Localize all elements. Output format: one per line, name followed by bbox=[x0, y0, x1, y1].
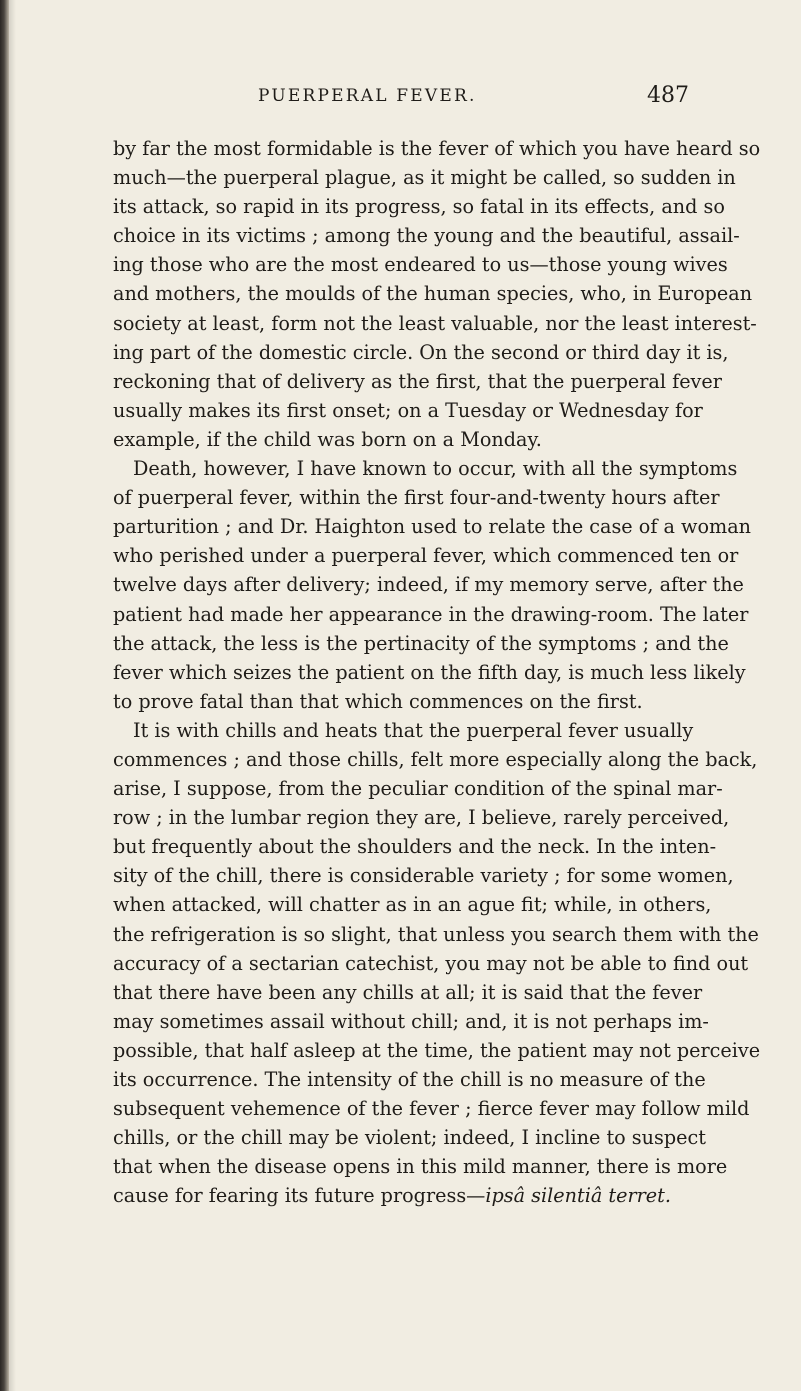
text-line: ing those who are the most endeared to us—those young wives bbox=[113, 253, 728, 277]
running-head bbox=[0, 83, 801, 114]
text-line: fever which seizes the patient on the fifth day, is much less likely bbox=[113, 660, 746, 684]
text-line: and mothers, the moulds of the human species, who, in European bbox=[113, 282, 753, 306]
text-line: possible, that half asleep at the time, the patient may not perceive bbox=[113, 1038, 761, 1062]
text-line: commences ; and those chills, felt more especially along the back, bbox=[113, 747, 758, 771]
running-title: PUERPERAL FEVER. bbox=[258, 86, 477, 106]
text-line: sity of the chill, there is considerable variety ; for some women, bbox=[113, 864, 734, 888]
text-line: much—the puerperal plague, as it might be called, so sudden in bbox=[113, 166, 736, 190]
paragraph-3 bbox=[113, 716, 761, 1211]
text-line: its occurrence. The intensity of the chill is no measure of the bbox=[113, 1068, 706, 1091]
text-line: reckoning that of delivery as the first, that the puerperal fever bbox=[113, 369, 722, 393]
text-line: patient had made her appearance in the drawing-room. The later bbox=[113, 602, 749, 626]
text-line: its attack, so rapid in its progress, so fatal in its effects, and so bbox=[113, 195, 725, 219]
paragraph-2 bbox=[113, 454, 752, 716]
text-line: ing part of the domestic circle. On the second or third day it is, bbox=[113, 340, 729, 364]
paragraph-1 bbox=[113, 134, 761, 454]
text-line: who perished under a puerperal fever, which commenced ten or bbox=[113, 544, 739, 568]
text-line: the refrigeration is so slight, that unless you search them with the bbox=[113, 922, 759, 946]
text-line: usually makes its first onset; on a Tuesday or Wednesday for bbox=[113, 398, 703, 422]
text-line: of puerperal fever, within the first four-and-twenty hours after bbox=[113, 486, 720, 510]
text-line: when attacked, will chatter as in an ague fit; while, in others, bbox=[113, 893, 712, 917]
text-line: accuracy of a sectarian catechist, you may not be able to find out bbox=[113, 951, 749, 975]
page-number: 487 bbox=[647, 83, 689, 108]
text-line: that there have been any chills at all; it is said that the fever bbox=[113, 980, 703, 1004]
text-line: arise, I suppose, from the peculiar condition of the spinal mar- bbox=[113, 777, 723, 801]
body-text bbox=[113, 134, 761, 1210]
text-line: that when the disease opens in this mild manner, there is more bbox=[113, 1155, 728, 1179]
final-text-line bbox=[113, 1181, 690, 1210]
latin-phrase: ipsâ silentiâ terret. bbox=[485, 1184, 671, 1208]
text-line: by far the most formidable is the fever of which you have heard so bbox=[113, 137, 761, 160]
text-line: choice in its victims ; among the young and the beautiful, assail- bbox=[113, 224, 740, 248]
text-line: the attack, the less is the pertinacity of the symptoms ; and the bbox=[113, 631, 729, 655]
text-line: parturition ; and Dr. Haighton used to relate the case of a woman bbox=[113, 515, 752, 539]
text-line: society at least, form not the least valuable, nor the least interest- bbox=[113, 311, 757, 335]
text-line: may sometimes assail without chill; and, it is not perhaps im- bbox=[113, 1009, 709, 1033]
text-line: subsequent vehemence of the fever ; fierce fever may follow mild bbox=[113, 1097, 750, 1121]
text-line: row ; in the lumbar region they are, I believe, rarely perceived, bbox=[113, 806, 730, 830]
text-line: but frequently about the shoulders and the neck. In the inten- bbox=[113, 835, 717, 859]
text-line: It is with chills and heats that the puerperal fever usually bbox=[133, 718, 694, 742]
text-line: example, if the child was born on a Monday. bbox=[113, 427, 542, 451]
text-line: to prove fatal than that which commences on the first. bbox=[113, 689, 643, 713]
text-line: twelve days after delivery; indeed, if my memory serve, after the bbox=[113, 573, 744, 597]
text-line: Death, however, I have known to occur, with all the symptoms bbox=[133, 457, 738, 481]
text-line: chills, or the chill may be violent; indeed, I incline to suspect bbox=[113, 1126, 706, 1150]
final-line-roman: cause for fearing its future progress— bbox=[113, 1184, 486, 1208]
